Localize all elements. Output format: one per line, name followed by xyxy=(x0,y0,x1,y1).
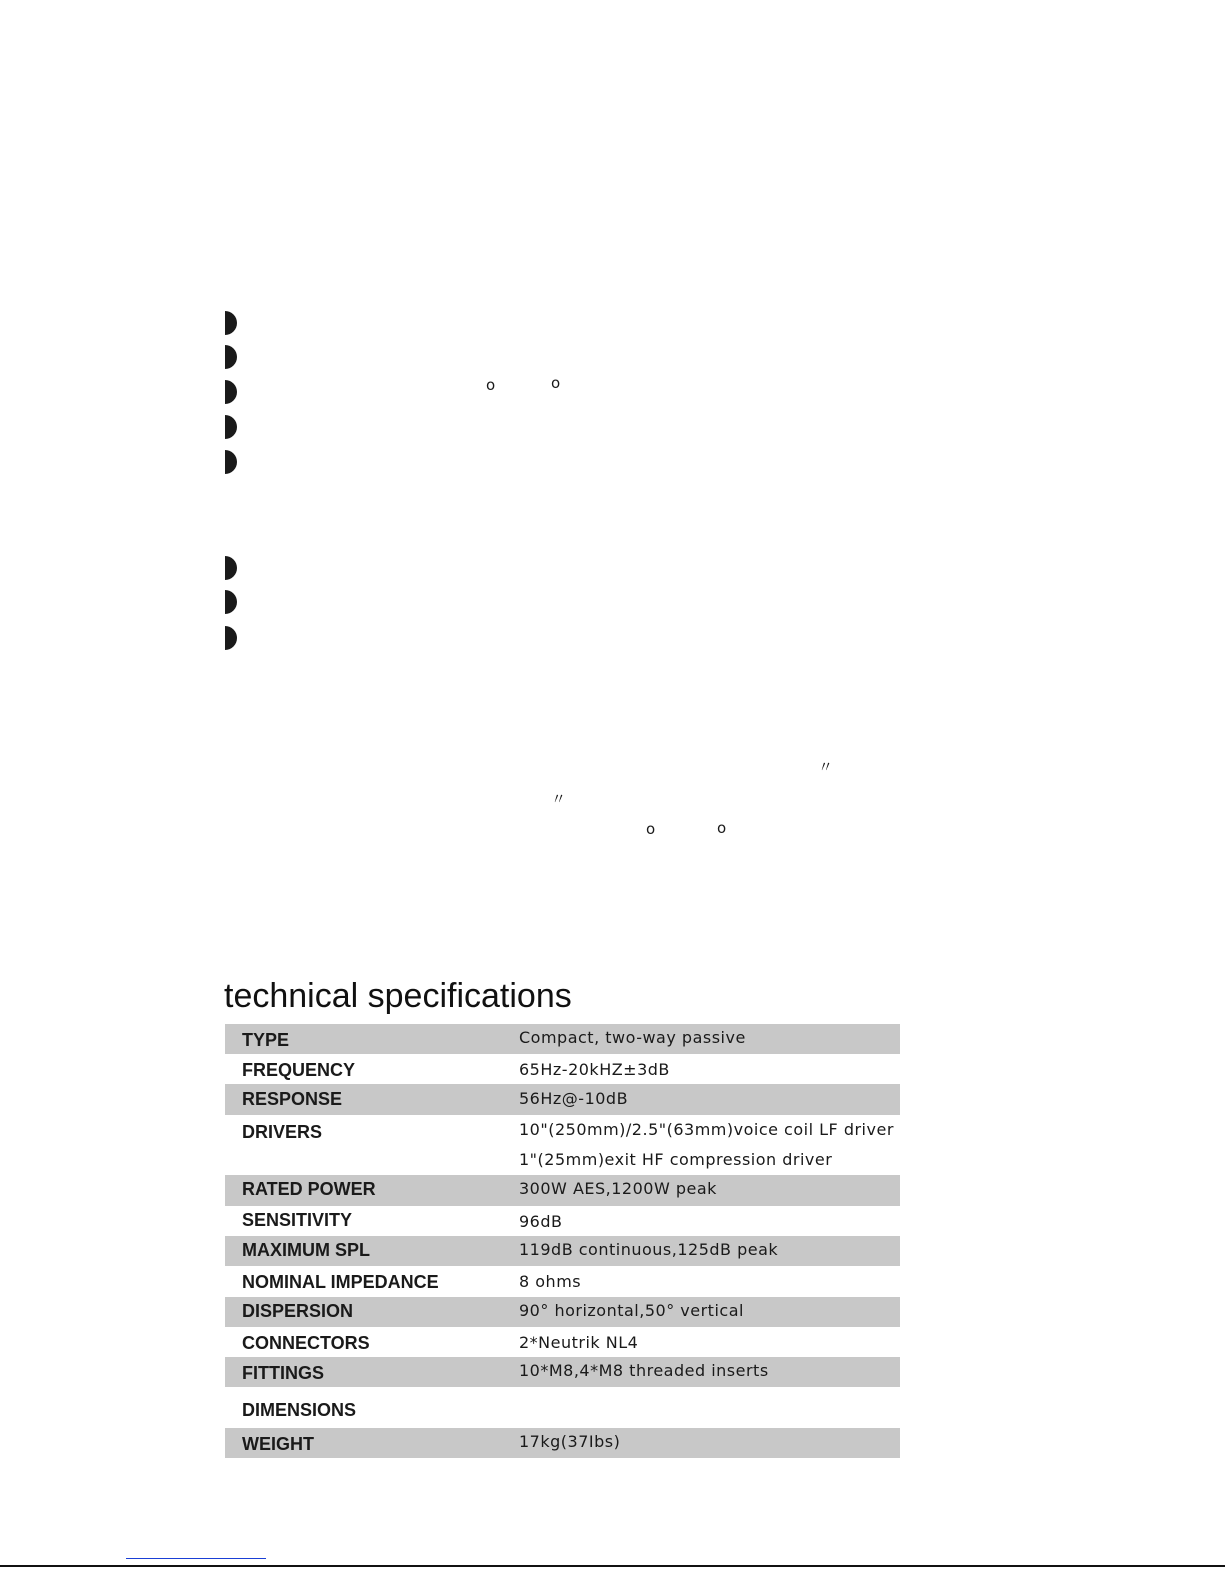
spec-value: 8 ohms xyxy=(519,1272,582,1291)
spec-label: TYPE xyxy=(242,1030,290,1050)
spec-value: 96dB xyxy=(519,1212,563,1231)
spec-label: MAXIMUM SPL xyxy=(242,1240,370,1260)
spec-row-dispersion xyxy=(225,1297,900,1327)
degree-mark: o xyxy=(717,819,727,837)
spec-value: 10"(250mm)/2.5"(63mm)voice coil LF driver xyxy=(519,1120,894,1139)
spec-value: 2*Neutrik NL4 xyxy=(519,1333,639,1352)
spec-value: Compact, two-way passive xyxy=(519,1028,746,1047)
spec-label: WEIGHT xyxy=(242,1434,314,1454)
spec-label: CONNECTORS xyxy=(242,1333,370,1353)
spec-row-sensitivity xyxy=(225,1206,900,1236)
spec-label: FITTINGS xyxy=(242,1363,324,1383)
spec-row-drivers xyxy=(225,1115,900,1175)
footer-rule xyxy=(0,1565,1225,1567)
spec-value: 119dB continuous,125dB peak xyxy=(519,1240,779,1259)
spec-label: SENSITIVITY xyxy=(242,1210,353,1230)
degree-mark: o xyxy=(551,374,561,392)
spec-row-connectors xyxy=(225,1327,900,1357)
bullet-marker xyxy=(225,450,237,474)
footer-link-underline xyxy=(126,1558,266,1559)
spec-value: 300W AES,1200W peak xyxy=(519,1179,717,1198)
spec-table xyxy=(225,1024,900,1458)
spec-label: NOMINAL IMPEDANCE xyxy=(242,1272,439,1292)
spec-value: 1"(25mm)exit HF compression driver xyxy=(519,1150,833,1169)
spec-label: RATED POWER xyxy=(242,1179,376,1199)
spec-row-rated-power xyxy=(225,1175,900,1206)
spec-label: RESPONSE xyxy=(242,1089,343,1109)
spec-value: 10*M8,4*M8 threaded inserts xyxy=(519,1361,769,1380)
inch-mark: 〃 xyxy=(551,790,567,808)
bullet-marker xyxy=(225,380,237,404)
spec-row-frequency xyxy=(225,1054,900,1084)
spec-row-weight xyxy=(225,1428,900,1458)
bullet-marker xyxy=(225,556,237,580)
spec-value: 65Hz-20kHZ±3dB xyxy=(519,1060,670,1079)
spec-row-maximum-spl xyxy=(225,1236,900,1266)
spec-label: DRIVERS xyxy=(242,1122,323,1142)
spec-label: DIMENSIONS xyxy=(242,1400,357,1420)
spec-value: 90° horizontal,50° vertical xyxy=(519,1301,744,1320)
bullet-marker xyxy=(225,345,237,369)
bullet-marker xyxy=(225,590,237,614)
spec-row-type xyxy=(225,1024,900,1054)
spec-value: 17kg(37Ibs) xyxy=(519,1432,621,1451)
spec-row-fittings xyxy=(225,1357,900,1387)
bullet-marker xyxy=(225,415,237,439)
spec-label: DISPERSION xyxy=(242,1301,354,1321)
spec-row-dimensions xyxy=(225,1387,900,1428)
degree-mark: o xyxy=(646,820,656,838)
bullet-marker xyxy=(225,626,237,650)
inch-mark: 〃 xyxy=(818,758,834,776)
bullet-marker xyxy=(225,311,237,335)
degree-mark: o xyxy=(486,376,496,394)
spec-value: 56Hz@-10dB xyxy=(519,1089,629,1108)
spec-row-nominal-impedance xyxy=(225,1266,900,1297)
section-title: technical specifications xyxy=(224,977,572,1015)
spec-row-response xyxy=(225,1084,900,1115)
spec-label: FREQUENCY xyxy=(242,1060,356,1080)
